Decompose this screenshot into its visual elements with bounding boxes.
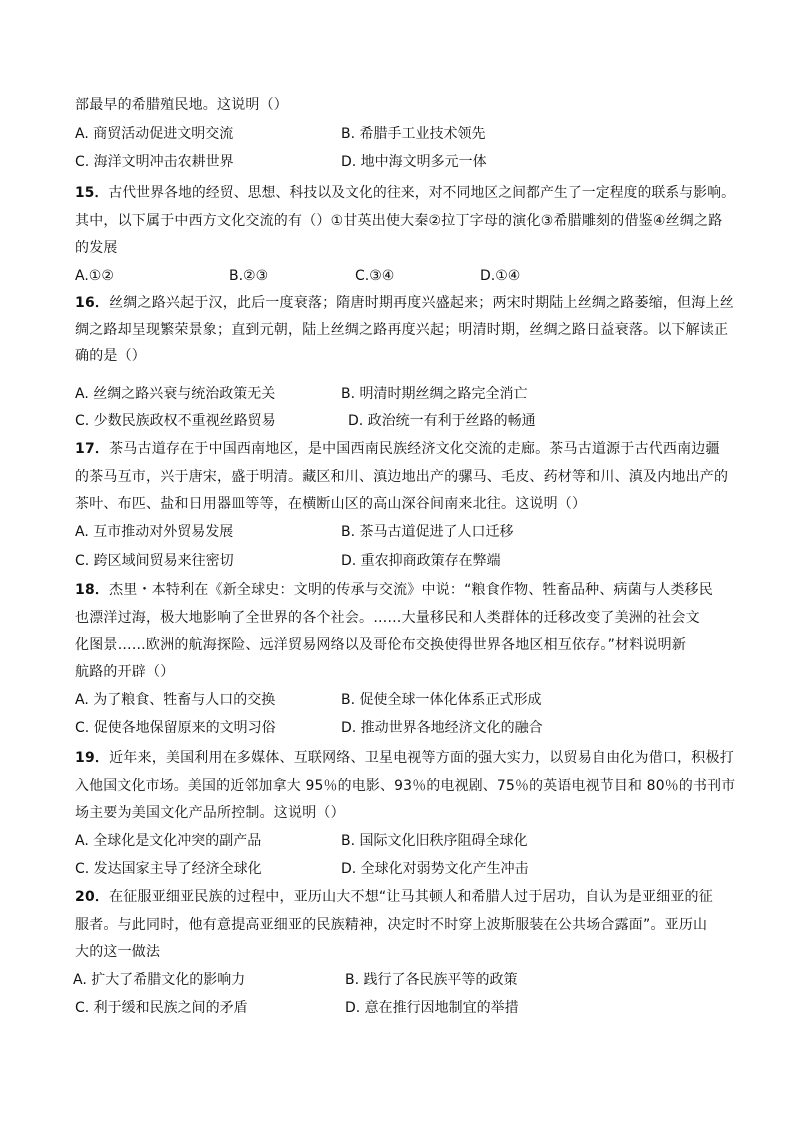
q14-option-d: D. 地中海文明多元一体 [341,154,487,170]
q19-option-a: A. 全球化是文化冲突的副产品 [75,833,262,849]
q19-line-1 [75,748,735,768]
q15-line-2: 其中，以下属于中西方文化交流的有（）①甘英出使大秦②拉丁字母的演化③希腊雕刻的借鉴④丝绸之路 [75,213,723,229]
q14-option-a: A. 商贸活动促进文明交流 [75,126,234,142]
q18-line-2: 也漂洋过海，极大地影响了全世界的各个社会。……大量移民和人类群体的迁移改变了美洲的社会文 [75,610,700,626]
q15-option-c: C.③④ [355,268,395,284]
q18-option-c: C. 促使各地保留原来的文明习俗 [75,720,276,736]
q16-line-1 [75,293,735,313]
q17-option-a: A. 互市推动对外贸易发展 [75,524,234,540]
q17-option-c: C. 跨区域间贸易来往密切 [75,553,234,569]
q16-line-2: 绸之路却呈现繁荣景象；直到元朝，陆上丝绸之路再度兴起；明清时期，丝绸之路日益衰落。以下解读正 [75,322,729,338]
q14-stem: 部最早的希腊殖民地。这说明（） [75,97,288,113]
q17-line-1 [75,439,735,459]
q15-option-b: B.②③ [229,268,269,284]
q16-number: 16． [75,295,110,311]
q16-option-b: B. 明清时期丝绸之路完全消亡 [341,386,528,402]
q18-line-3: 化图景……欧洲的航海探险、远洋贸易网络以及哥伦布交换使得世界各地区相互依存。”材料说明新 [75,637,687,653]
q15-line-1 [75,183,736,203]
q17-line-3: 茶叶、布匹、盐和日用器皿等等，在横断山区的高山深谷间南来北往。这说明（） [75,496,587,512]
q18-line-4: 航路的开辟（） [75,664,175,680]
q19-line-2: 入他国文化市场。美国的近邻加拿大 95％的电影、93％的电视剧、75％的英语电视节目和 80％的书刊市 [75,778,736,794]
q20-text-1: 在征服亚细亚民族的过程中，亚历山大不想“让马其顿人和希腊人过于居功，自认为是亚细亚的征 [109,889,713,905]
q19-option-b: B. 国际文化旧秩序阻碍全球化 [341,833,528,849]
q18-line-1 [75,580,735,600]
q17-option-b: B. 茶马古道促进了人口迁移 [341,524,514,540]
q19-line-3: 场主要为美国文化产品所控制。这说明（） [75,805,345,821]
q20-line-1 [75,887,735,907]
q16-option-c: C. 少数民族政权不重视丝路贸易 [75,413,276,429]
q20-option-c: C. 利于缓和民族之间的矛盾 [75,1000,248,1016]
q16-option-a: A. 丝绸之路兴衰与统治政策无关 [75,386,276,402]
q18-option-b: B. 促使全球一体化体系正式形成 [341,692,542,708]
q16-line-3: 确的是（） [75,348,146,364]
q16-text-1: 丝绸之路兴起于汉，此后一度衰落；隋唐时期再度兴盛起来；两宋时期陆上丝绸之路萎缩，但海上丝 [109,295,734,311]
q15-option-a: A.①② [75,268,114,284]
q20-number: 20． [75,889,110,905]
q18-number: 18． [75,582,110,598]
q18-option-a: A. 为了粮食、牲畜与人口的交换 [75,692,276,708]
q15-text-1: 古代世界各地的经贸、思想、科技以及文化的往来，对不同地区之间都产生了一定程度的联系与影响。 [108,185,736,201]
q20-line-3: 大的这一做法 [75,944,161,960]
q17-number: 17． [75,441,110,457]
q19-number: 19． [75,750,110,766]
q18-text-1: 杰里・本特利在《新全球史：文明的传承与交流》中说：“粮食作物、牲畜品种、病菌与人类移民 [109,582,713,598]
q15-option-d: D.①④ [480,268,521,284]
q19-text-1: 近年来，美国利用在多媒体、互联网络、卫星电视等方面的强大实力，以贸易自由化为借口，积极打 [109,750,734,766]
q20-option-d: D. 意在推行因地制宜的举措 [345,1000,519,1016]
q17-text-1: 茶马古道存在于中国西南地区，是中国西南民族经济文化交流的走廊。茶马古道源于古代西南边疆 [109,441,720,457]
q20-option-a: A. 扩大了希腊文化的影响力 [73,972,246,988]
q15-number: 15． [75,185,109,201]
q19-option-d: D. 全球化对弱势文化产生冲击 [341,861,529,877]
q19-option-c: C. 发达国家主导了经济全球化 [75,861,262,877]
q17-line-2: 的茶马互市，兴于唐宋，盛于明清。藏区和川、滇边地出产的骡马、毛皮、药材等和川、滇及内地出产的 [75,469,729,485]
q16-option-d: D. 政治统一有利于丝路的畅通 [348,413,536,429]
q14-option-b: B. 希腊手工业技术领先 [341,126,486,142]
q14-option-c: C. 海洋文明冲击农耕世界 [75,154,234,170]
q18-option-d: D. 推动世界各地经济文化的融合 [341,720,543,736]
q20-option-b: B. 践行了各民族平等的政策 [345,972,518,988]
q17-option-d: D. 重农抑商政策存在弊端 [341,553,501,569]
q20-line-2: 服者。与此同时，他有意提高亚细亚的民族精神，决定时不时穿上波斯服装在公共场合露面”。亚历山 [75,917,708,933]
q15-line-3: 的发展 [75,240,118,256]
